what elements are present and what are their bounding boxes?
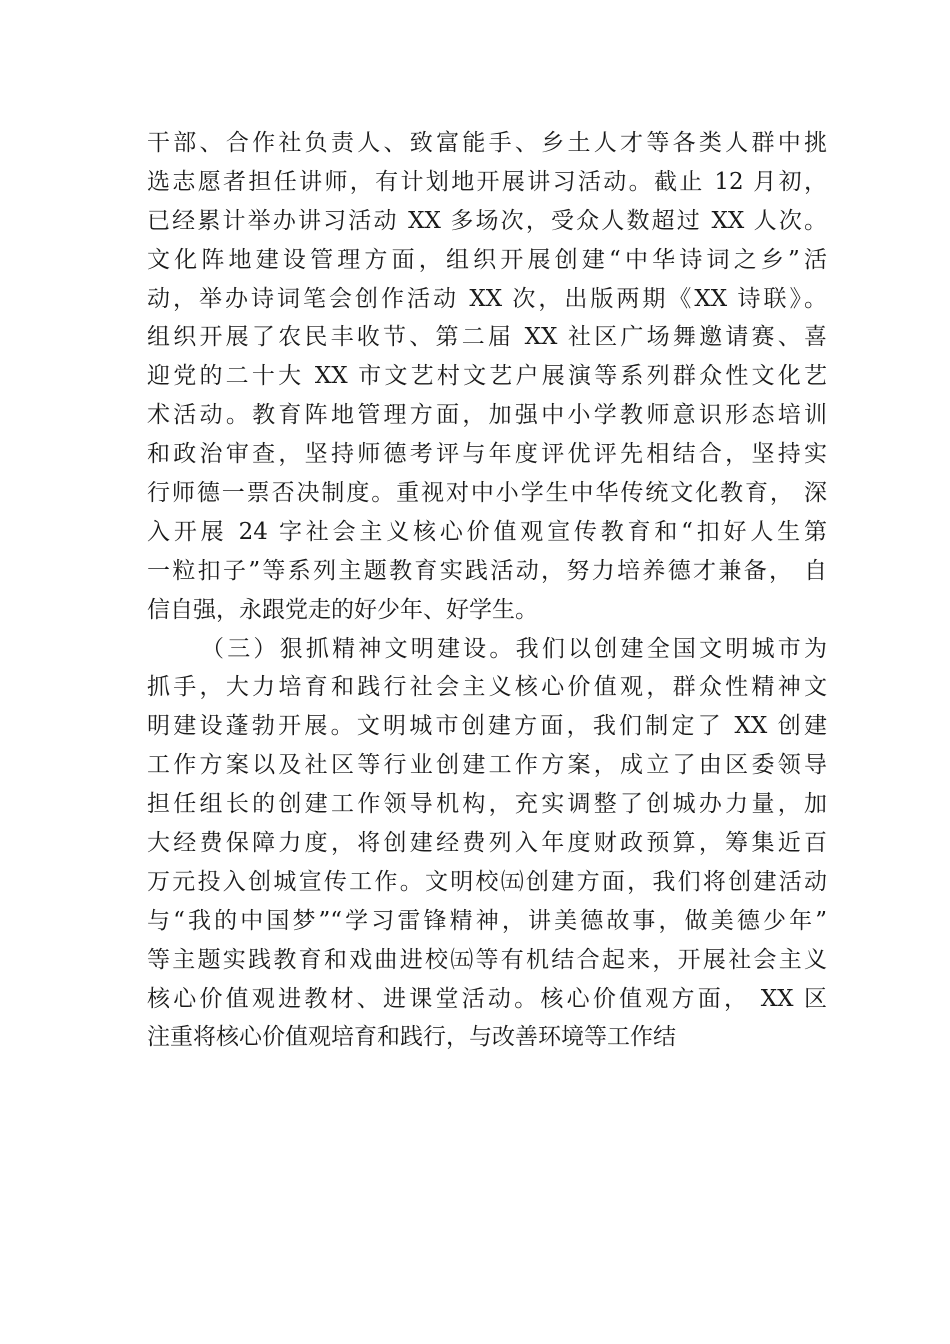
text-line: 万元投入创城宣传工作。文明校㈤创建方面，我们将创建活动: [147, 868, 827, 895]
text-line: 注重将核心价值观培育和践行，与改善环境等工作结: [147, 1024, 676, 1051]
text-line: 大经费保障力度，将创建经费列入年度财政预算，筹集近百: [147, 830, 827, 857]
section-heading-line: （三）狠抓精神文明建设。我们以创建全国文明城市为: [201, 635, 827, 662]
text-line: 选志愿者担任讲师，有计划地开展讲习活动。截止 12 月初，: [147, 168, 827, 195]
body-text: [147, 124, 827, 1057]
text-line: 一粒扣子”等系列主题教育实践活动，努力培养德才兼备， 自: [147, 557, 827, 584]
text-line: 术活动。教育阵地管理方面，加强中小学教师意识形态培训: [147, 402, 827, 429]
text-line: 核心价值观进教材、进课堂活动。核心价值观方面， XX 区: [147, 985, 827, 1012]
text-line: 和政治审查，坚持师德考评与年度评优评先相结合，坚持实: [147, 441, 827, 468]
text-line: 入开展 24 字社会主义核心价值观宣传教育和“扣好人生第: [147, 518, 827, 545]
text-line: 迎党的二十大 XX 市文艺村文艺户展演等系列群众性文化艺: [147, 363, 827, 390]
text-line: 行师德一票否决制度。重视对中小学生中华传统文化教育， 深: [147, 480, 827, 507]
text-line: 组织开展了农民丰收节、第二届 XX 社区广场舞邀请赛、喜: [147, 324, 827, 351]
text-line: 明建设蓬勃开展。文明城市创建方面，我们制定了 XX 创建: [147, 713, 827, 740]
text-line: 信自强，永跟党走的好少年、好学生。: [147, 596, 538, 623]
text-line: 担任组长的创建工作领导机构，充实调整了创城办力量，加: [147, 791, 827, 818]
text-line: 工作方案以及社区等行业创建工作方案，成立了由区委领导: [147, 752, 827, 779]
text-line: 干部、合作社负责人、致富能手、乡土人才等各类人群中挑: [147, 130, 827, 156]
text-line: 动，举办诗词笔会创作活动 XX 次，出版两期《XX 诗联》。: [147, 285, 827, 312]
text-line: 已经累计举办讲习活动 XX 多场次，受众人数超过 XX 人次。: [147, 207, 827, 234]
text-line: 抓手，大力培育和践行社会主义核心价值观，群众性精神文: [147, 674, 827, 701]
text-line: 等主题实践教育和戏曲进校㈤等有机结合起来，开展社会主义: [147, 946, 827, 973]
text-line: 文化阵地建设管理方面，组织开展创建“中华诗词之乡”活: [147, 246, 827, 273]
text-line: 与“我的中国梦”“学习雷锋精神，讲美德故事，做美德少年”: [147, 907, 827, 934]
